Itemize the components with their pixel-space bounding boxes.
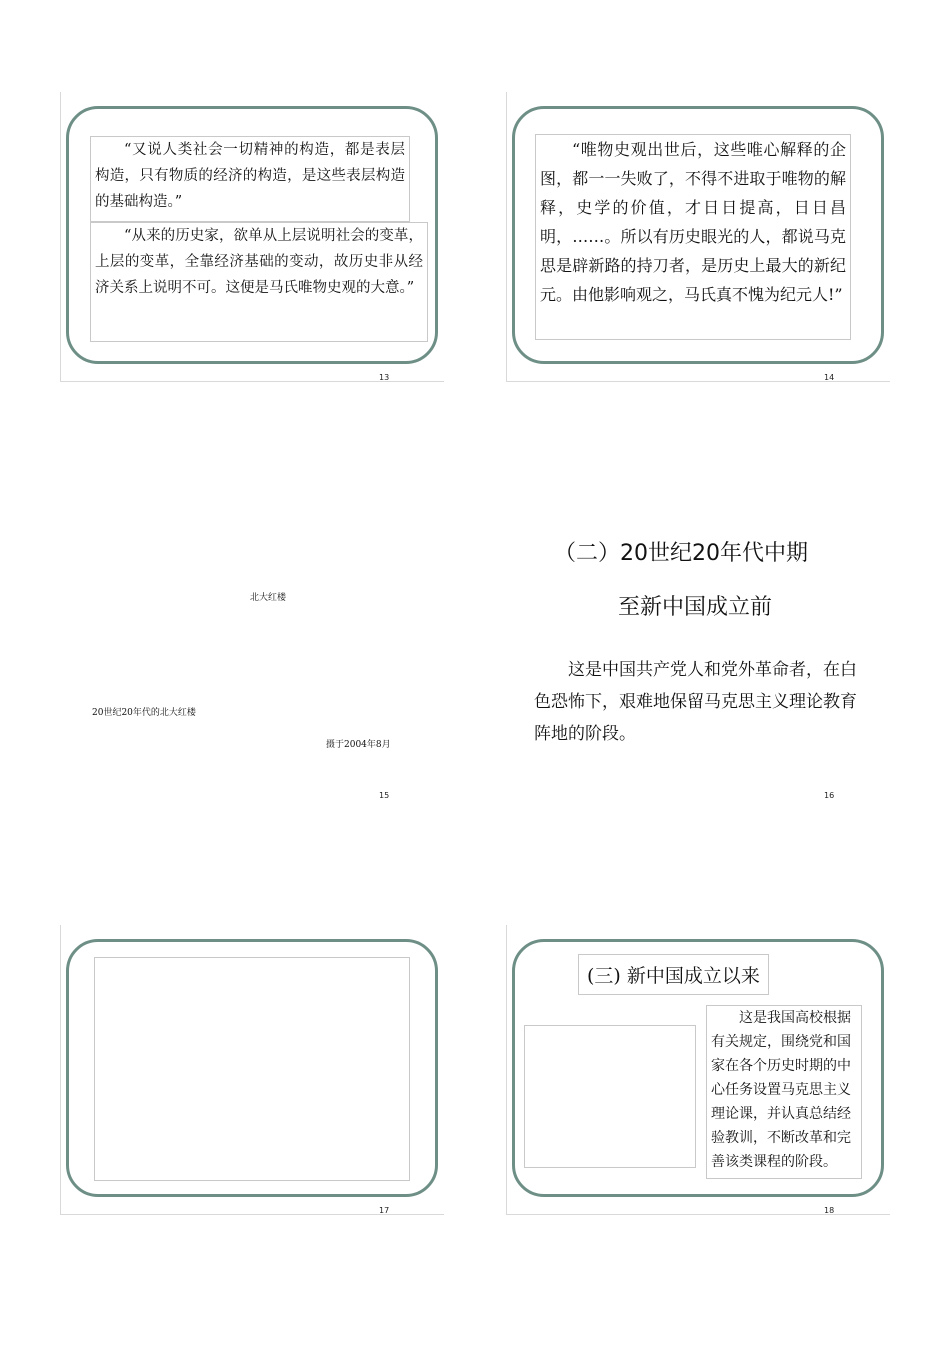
page-number: 17: [379, 1206, 390, 1215]
quote-box-2: [90, 222, 428, 342]
slide-13: [60, 92, 444, 382]
photo-caption-right: 摄于2004年8月: [326, 740, 391, 750]
page-number: 13: [379, 373, 390, 382]
slide-15: [60, 510, 444, 800]
image-placeholder: [524, 1025, 696, 1168]
quote-text: “从来的历史家，欲单从上层说明社会的变革，上层的变革，全靠经济基础的变动，故历史非从经济关系上说明不可。这便是马氏唯物史观的大意。”: [95, 228, 423, 296]
photo-caption-left: 20世纪20年代的北大红楼: [92, 708, 196, 718]
section-body: [534, 654, 864, 750]
slide-18: [506, 925, 890, 1215]
slide-edge: [60, 92, 61, 382]
section-body-box: [706, 1005, 862, 1179]
page-number: 16: [824, 791, 835, 800]
slide-edge: [60, 925, 61, 1215]
section-heading-line1: （二）20世纪20年代中期: [554, 541, 808, 566]
quote-text: “唯物史观出世后，这些唯心解释的企图，都一一失败了，不得不进取于唯物的解释，史学的价值，才日日提高，日日昌明，……。所以有历史眼光的人，都说马克思是辟新路的持刀者，是历史上最大的新纪元。由他影响观之，马氏真不愧为纪元人!”: [540, 140, 846, 304]
quote-box-1: [90, 136, 410, 222]
photo-caption-top: 北大红楼: [250, 593, 287, 603]
page-number: 18: [824, 1206, 835, 1215]
quote-text: “又说人类社会一切精神的构造，都是表层构造，只有物质的经济的构造，是这些表层构造的基础构造。”: [95, 142, 405, 210]
quote-box: [535, 134, 851, 340]
body-text: 这是中国共产党人和党外革命者，在白色恐怖下，艰难地保留马克思主义理论教育阵地的阶段。: [534, 660, 857, 744]
section-heading-line2: 至新中国成立前: [618, 595, 773, 620]
slide-17: [60, 925, 444, 1215]
slide-edge: [506, 925, 507, 1215]
page-number: 15: [379, 791, 390, 800]
slide-14: [506, 92, 890, 382]
slide-16: [506, 510, 890, 800]
slide-edge: [506, 92, 507, 382]
section-heading: (三) 新中国成立以来: [578, 954, 769, 995]
image-placeholder: [94, 957, 410, 1181]
body-text: 这是我国高校根据有关规定，围绕党和国家在各个历史时期的中心任务设置马克思主义理论课，并认真总结经验教训，不断改革和完善该类课程的阶段。: [711, 1010, 851, 1170]
page-number: 14: [824, 373, 835, 382]
